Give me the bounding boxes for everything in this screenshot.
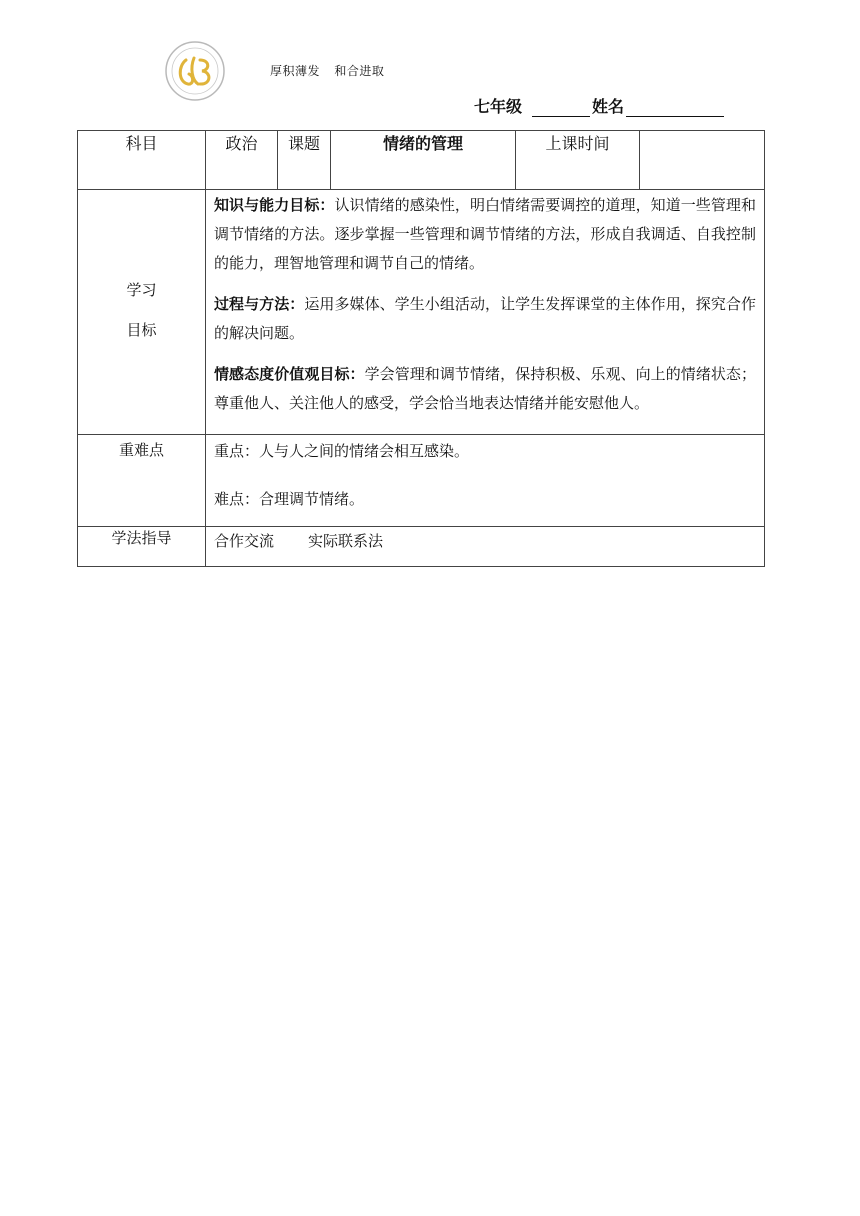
keypoints-label: 重难点 <box>78 435 206 527</box>
subject-value: 政治 <box>206 131 278 190</box>
goal-heading: 知识与能力目标： <box>214 196 335 214</box>
topic-label: 课题 <box>278 131 331 190</box>
table-row <box>78 131 765 190</box>
goals-label <box>78 190 206 435</box>
student-info-line <box>474 94 724 117</box>
method-item: 实际联系法 <box>308 532 384 550</box>
methods-label: 学法指导 <box>78 527 206 567</box>
keypoints-content <box>206 435 765 527</box>
class-blank[interactable] <box>532 98 590 117</box>
keypoint-text: 重点：人与人之间的情绪会相互感染。 <box>214 442 470 460</box>
motto-part: 和合进取 <box>334 64 385 78</box>
lesson-plan-table <box>77 130 765 567</box>
time-label: 上课时间 <box>516 131 640 190</box>
school-logo <box>164 40 226 102</box>
methods-content <box>206 527 765 567</box>
goal-text: 学会管理和调节情绪，保持积极、乐观、向上的情绪状态；尊重他人、关注他人的感受，学会恰当地表达情绪并能安慰他人。 <box>214 365 756 412</box>
motto-part: 厚积薄发 <box>270 64 321 78</box>
goal-heading: 情感态度价值观目标： <box>214 365 365 383</box>
goal-item <box>214 290 756 348</box>
topic-value: 情绪的管理 <box>331 131 516 190</box>
method-item: 合作交流 <box>214 532 275 550</box>
goal-item <box>214 360 756 418</box>
goals-label-line: 目标 <box>126 321 157 339</box>
difficulty-text: 难点：合理调节情绪。 <box>214 490 365 508</box>
goals-label-line: 学习 <box>126 281 157 299</box>
goal-heading: 过程与方法： <box>214 295 305 313</box>
table-row <box>78 435 765 527</box>
time-value[interactable] <box>640 131 765 190</box>
name-label: 姓名 <box>592 97 625 116</box>
table-row <box>78 527 765 567</box>
goal-item <box>214 191 756 278</box>
subject-label: 科目 <box>78 131 206 190</box>
goal-text: 认识情绪的感染性，明白情绪需要调控的道理，知道一些管理和调节情绪的方法。逐步掌握一些管理和调节情绪的方法，形成自我调适、自我控制的能力，理智地管理和调节自己的情绪。 <box>214 196 756 272</box>
school-motto <box>270 62 384 79</box>
table-row <box>78 190 765 435</box>
name-blank[interactable] <box>626 98 724 117</box>
grade-label: 七年级 <box>474 97 523 116</box>
goals-content <box>206 190 765 435</box>
goal-text: 运用多媒体、学生小组活动，让学生发挥课堂的主体作用，探究合作的解决问题。 <box>214 295 756 342</box>
